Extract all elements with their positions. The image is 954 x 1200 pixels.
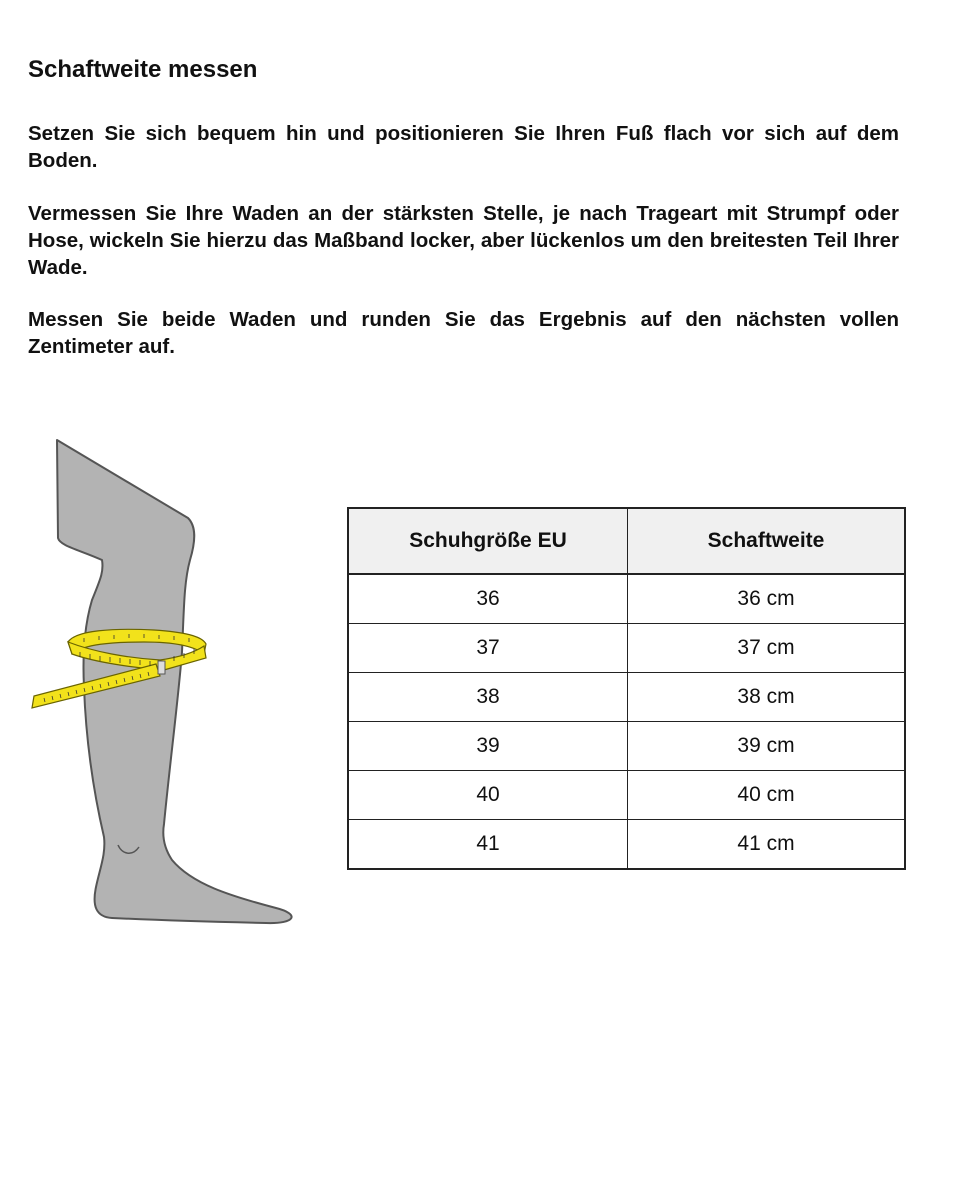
table-row [348, 624, 905, 673]
tape-buckle [158, 661, 165, 674]
header-shaft-width: Schaftweite [628, 508, 906, 574]
cell-shoe-size: 40 [348, 771, 628, 820]
cell-shaft-width: 37 cm [628, 624, 906, 673]
cell-shoe-size: 39 [348, 722, 628, 771]
instruction-paragraph-1: Setzen Sie sich bequem hin und positionieren Sie Ihren Fuß flach vor sich auf dem Boden. [28, 122, 899, 172]
cell-shaft-width: 36 cm [628, 574, 906, 624]
cell-shoe-size: 37 [348, 624, 628, 673]
leg-measuring-illustration [24, 432, 304, 932]
size-table [347, 507, 906, 870]
cell-shoe-size: 36 [348, 574, 628, 624]
cell-shaft-width: 41 cm [628, 820, 906, 870]
cell-shoe-size: 41 [348, 820, 628, 870]
table-row [348, 820, 905, 870]
table-row [348, 574, 905, 624]
instruction-paragraph-2: Vermessen Sie Ihre Waden an der stärksten Stelle, je nach Trageart mit Strumpf oder Hose, wickeln Sie hierzu das Maßband locker, aber lückenlos um den breitesten Teil Ihrer Wade. [28, 202, 899, 279]
table-row [348, 771, 905, 820]
cell-shoe-size: 38 [348, 673, 628, 722]
table-row [348, 722, 905, 771]
table-row [348, 673, 905, 722]
cell-shaft-width: 38 cm [628, 673, 906, 722]
cell-shaft-width: 39 cm [628, 722, 906, 771]
header-shoe-size: Schuhgröße EU [348, 508, 628, 574]
table-header-row [348, 508, 905, 574]
cell-shaft-width: 40 cm [628, 771, 906, 820]
instruction-paragraph-3: Messen Sie beide Waden und runden Sie das Ergebnis auf den nächsten vollen Zentimeter auf. [28, 308, 899, 358]
page-title: Schaftweite messen [28, 56, 258, 83]
